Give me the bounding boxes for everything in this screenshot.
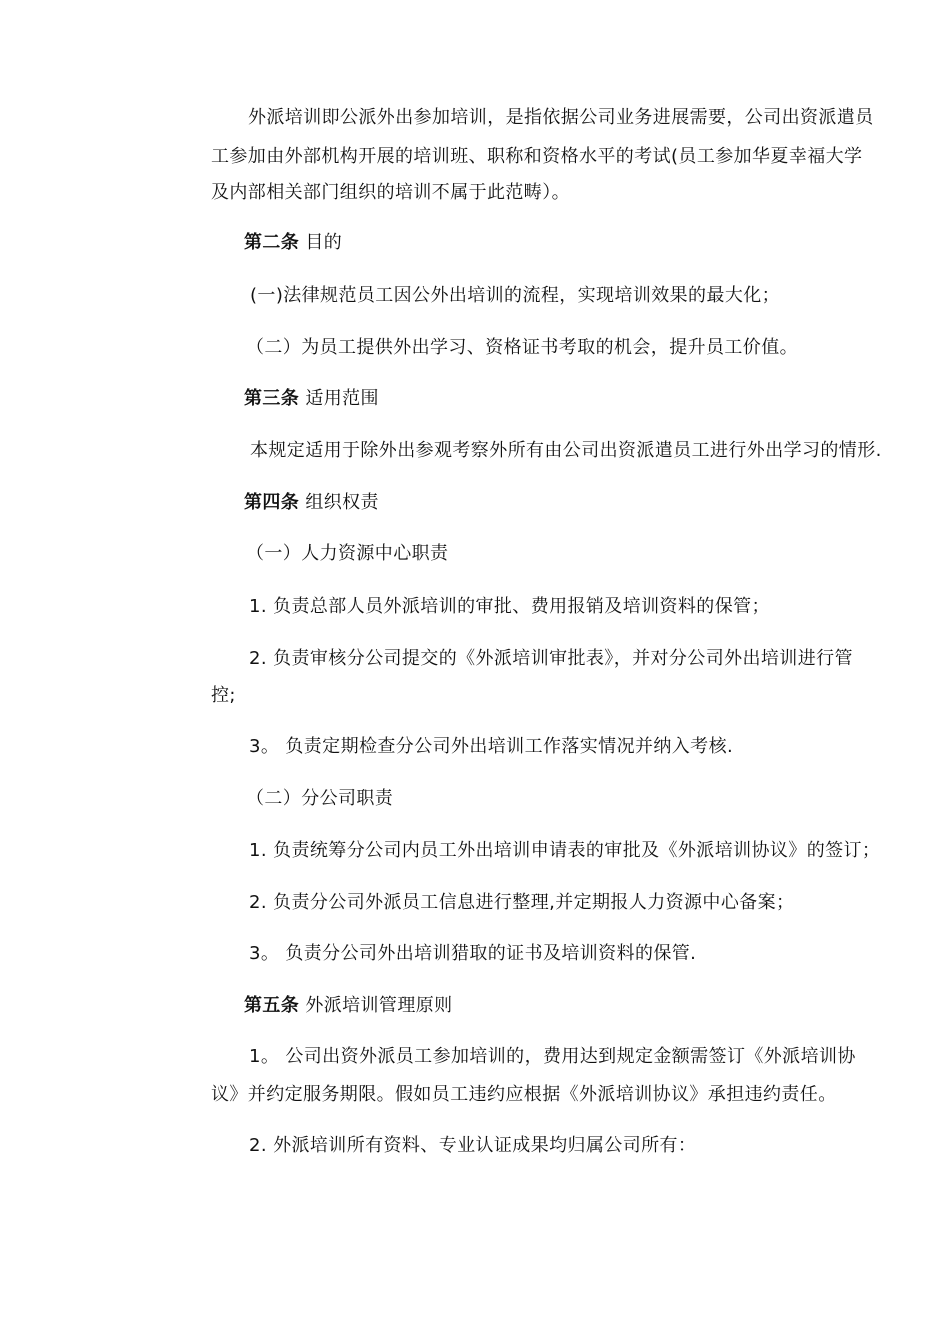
- article-2-title-row: [244, 233, 342, 253]
- article-4-sub-2-item-2: 2. 负责分公司外派员工信息进行整理,并定期报人力资源中心备案；: [249, 892, 795, 913]
- article-2-title: 目的: [305, 232, 343, 253]
- intro-line-2: 工参加由外部机构开展的培训班、职称和资格水平的考试(员工参加华夏幸福大学: [211, 146, 863, 167]
- intro-line-3: 及内部相关部门组织的培训不属于此范畴）。: [211, 182, 570, 203]
- article-3-body: 本规定适用于除外出参观考察外所有由公司出资派遣员工进行外出学习的情形.: [250, 440, 882, 461]
- article-2-heading: 第二条: [244, 232, 300, 253]
- article-5-heading: 第五条: [244, 995, 300, 1016]
- article-4-sub-2-item-3: 3。 负责分公司外出培训猎取的证书及培训资料的保管.: [249, 943, 697, 964]
- article-4-heading: 第四条: [244, 492, 300, 513]
- article-4-sub-2-item-1: 1. 负责统筹分公司内员工外出培训申请表的审批及《外派培训协议》的签订；: [249, 840, 881, 861]
- article-3-heading: 第三条: [244, 388, 300, 409]
- article-4-sub-1-item-1: 1. 负责总部人员外派培训的审批、费用报销及培训资料的保管；: [249, 596, 770, 617]
- intro-line-1: 外派培训即公派外出参加培训，是指依据公司业务进展需要，公司出资派遣员: [248, 107, 874, 128]
- article-4-sub-1: （一）人力资源中心职责: [246, 543, 449, 564]
- article-4-sub-1-item-2-line-2: 控;: [211, 685, 236, 706]
- article-3-title-row: [244, 389, 379, 409]
- article-3-title: 适用范围: [305, 388, 379, 409]
- article-2-item-1: (一)法律规范员工因公外出培训的流程，实现培训效果的最大化；: [250, 285, 781, 306]
- article-4-sub-1-item-3: 3。 负责定期检查分公司外出培训工作落实情况并纳入考核.: [249, 736, 734, 757]
- article-5-title-row: [244, 996, 453, 1016]
- article-4-sub-2: （二）分公司职责: [246, 788, 394, 809]
- article-5-title: 外派培训管理原则: [305, 995, 453, 1016]
- article-2-item-2: （二）为员工提供外出学习、资格证书考取的机会，提升员工价值。: [246, 337, 798, 358]
- article-4-title-row: [244, 493, 379, 513]
- article-4-sub-1-item-2-line-1: 2. 负责审核分公司提交的《外派培训审批表》，并对分公司外出培训进行管: [249, 648, 853, 669]
- article-5-item-1-line-2: 议》并约定服务期限。假如员工违约应根据《外派培训协议》承担违约责任。: [211, 1084, 837, 1105]
- article-4-title: 组织权责: [305, 492, 379, 513]
- article-5-item-2: 2. 外派培训所有资料、专业认证成果均归属公司所有：: [249, 1135, 697, 1156]
- article-5-item-1-line-1: 1。 公司出资外派员工参加培训的，费用达到规定金额需签订《外派培训协: [249, 1046, 856, 1067]
